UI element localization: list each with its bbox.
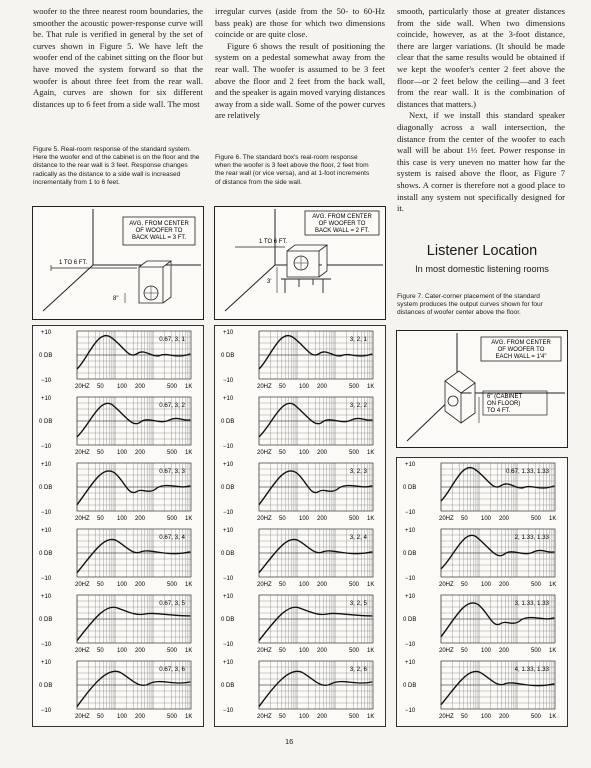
column-2-text [215,6,385,122]
column-1-text [33,6,203,110]
y-axis-bottom-label: −10 [223,444,234,450]
x-axis-tick-label: 100 [481,516,492,522]
x-axis-tick-label: 200 [135,714,146,720]
graph-stack [215,326,385,722]
y-axis-bottom-label: −10 [41,642,52,648]
response-graph [397,656,567,722]
x-axis-tick-label: 100 [299,450,310,456]
diagram-label: AVG. FROM CENTER [491,340,551,346]
graph-label: 0.67, 3, 6 [159,666,185,673]
diagram-label: AVG. FROM CENTER [312,214,372,220]
x-axis-tick-label: 500 [167,450,178,456]
response-curve [77,607,190,640]
y-axis-mid-label: 0 DB [403,551,417,557]
x-axis-tick-label: 100 [299,582,310,588]
x-axis-tick-label: 500 [531,516,542,522]
graph-label: 3, 2, 2 [349,402,367,409]
x-axis-tick-label: 20HZ [257,450,272,456]
graph-label: 0.67, 3, 4 [159,534,185,541]
x-axis-tick-label: 1K [367,714,375,720]
graph-label: 3, 2, 4 [349,534,367,541]
x-axis-tick-label: 500 [349,516,360,522]
figure-7-caption: Figure 7. Cater-corner placement of the standard system produces the output curves shown for four distances of woofer center above the floor. [397,293,543,317]
y-axis-top-label: +10 [405,528,416,534]
y-axis-top-label: +10 [223,528,234,534]
x-axis-tick-label: 1K [549,648,557,654]
y-axis-bottom-label: −10 [223,708,234,714]
x-axis-tick-label: 500 [167,582,178,588]
graph-label: 0.67, 1.33, 1.33 [505,468,549,475]
response-curve [259,539,372,572]
x-axis-tick-label: 20HZ [439,516,454,522]
x-axis-tick-label: 100 [299,516,310,522]
x-axis-tick-label: 100 [299,648,310,654]
graph-label: 0.67, 3, 2 [159,402,185,409]
y-axis-top-label: +10 [41,594,52,600]
response-curve [441,671,554,704]
x-axis-tick-label: 100 [299,714,310,720]
x-axis-tick-label: 200 [317,714,328,720]
y-axis-top-label: +10 [405,594,416,600]
diagram-label: BACK WALL = 3 FT. [131,235,187,241]
x-axis-tick-label: 200 [317,582,328,588]
graph-label: 4, 1.33, 1.33 [514,666,549,673]
body-paragraph: woofer to the three nearest room boundaries, the smoother the acoustic power-response curve will be. That rule is verified in general by the set of curves shown in Figure 5. We have left the woofer end of the cabinet sitting on the floor but have moved the system forward so that the woofer is about three feet from the rear wall. Again, curves are shown for six different distances up to 6 feet from a side wall. The most [33,6,203,109]
x-axis-tick-label: 50 [461,582,468,588]
x-axis-tick-label: 100 [117,582,128,588]
y-axis-bottom-label: −10 [223,642,234,648]
x-axis-tick-label: 1K [367,648,375,654]
y-axis-mid-label: 0 DB [39,551,53,557]
x-axis-tick-label: 20HZ [439,648,454,654]
x-axis-tick-label: 100 [117,450,128,456]
y-axis-mid-label: 0 DB [39,419,53,425]
y-axis-bottom-label: −10 [223,378,234,384]
x-axis-tick-label: 200 [317,450,328,456]
x-axis-tick-label: 500 [167,384,178,390]
x-axis-tick-label: 1K [549,582,557,588]
graph-label: 3, 2, 3 [349,468,367,475]
response-curve [77,471,190,505]
y-axis-mid-label: 0 DB [221,485,235,491]
x-axis-tick-label: 200 [135,516,146,522]
x-axis-tick-label: 1K [367,516,375,522]
x-axis-tick-label: 50 [279,384,286,390]
graph-label: 3, 1.33, 1.33 [514,600,549,607]
y-axis-mid-label: 0 DB [403,485,417,491]
response-graph [215,326,385,392]
column-3-text [397,6,565,215]
x-axis-tick-label: 20HZ [75,516,90,522]
x-axis-tick-label: 100 [481,714,492,720]
figure-5-graphs [32,325,204,727]
y-axis-mid-label: 0 DB [221,419,235,425]
x-axis-tick-label: 1K [367,384,375,390]
response-graph [215,524,385,590]
diagram-note: TO 4 FT. [487,408,511,414]
y-axis-top-label: +10 [223,660,234,666]
x-axis-tick-label: 20HZ [75,648,90,654]
x-axis-tick-label: 200 [135,450,146,456]
y-axis-top-label: +10 [223,594,234,600]
x-axis-tick-label: 200 [135,384,146,390]
x-axis-tick-label: 50 [279,714,286,720]
x-axis-tick-label: 500 [349,384,360,390]
diagram-label: OF WOOFER TO [318,221,366,227]
response-curve [77,671,190,706]
y-axis-mid-label: 0 DB [221,683,235,689]
diagram-label: BACK WALL = 2 FT. [314,228,370,234]
x-axis-tick-label: 500 [531,582,542,588]
height-label: 8" [113,296,119,302]
y-axis-mid-label: 0 DB [39,353,53,359]
graph-label: 0.67, 3, 1 [159,336,185,343]
response-graph [215,392,385,458]
y-axis-top-label: +10 [223,330,234,336]
response-graph [33,392,203,458]
graph-label: 0.67, 3, 3 [159,468,185,475]
x-axis-tick-label: 200 [317,384,328,390]
x-axis-tick-label: 200 [317,516,328,522]
section-subhead: In most domestic listening rooms [415,264,549,274]
response-graph [215,656,385,722]
graph-label: 0.67, 3, 5 [159,600,185,607]
x-axis-tick-label: 100 [481,582,492,588]
graph-label: 3, 2, 6 [349,666,367,673]
x-axis-tick-label: 500 [167,516,178,522]
y-axis-bottom-label: −10 [405,642,416,648]
height-label: 3' [267,279,272,285]
y-axis-bottom-label: −10 [41,378,52,384]
response-graph [397,524,567,590]
x-axis-tick-label: 1K [367,450,375,456]
y-axis-mid-label: 0 DB [221,551,235,557]
distance-label: 1 TO 6 FT. [259,239,288,245]
response-curve [259,471,372,505]
y-axis-mid-label: 0 DB [39,617,53,623]
y-axis-bottom-label: −10 [41,576,52,582]
response-curve [441,603,554,637]
x-axis-tick-label: 100 [117,648,128,654]
y-axis-top-label: +10 [405,660,416,666]
graph-label: 3, 2, 1 [349,336,367,343]
y-axis-bottom-label: −10 [405,510,416,516]
figure-5-caption: Figure 5. Real-room response of the standard system. Here the woofer end of the cabinet is on the floor and the distance to the rear wall is 3 feet. Response changes radically as the distance to a side wall is increased incrementally from 1 to 6 feet. [33,146,200,186]
y-axis-bottom-label: −10 [41,510,52,516]
y-axis-top-label: +10 [41,330,52,336]
y-axis-mid-label: 0 DB [403,683,417,689]
x-axis-tick-label: 50 [279,582,286,588]
diagram-note: 6" (CABINET [487,394,523,400]
x-axis-tick-label: 50 [279,450,286,456]
x-axis-tick-label: 50 [97,516,104,522]
response-graph [33,656,203,722]
figure-7-graphs [396,457,568,727]
x-axis-tick-label: 50 [279,516,286,522]
y-axis-bottom-label: −10 [405,576,416,582]
x-axis-tick-label: 20HZ [439,582,454,588]
y-axis-top-label: +10 [223,462,234,468]
x-axis-tick-label: 50 [461,714,468,720]
graph-stack [397,458,567,722]
x-axis-tick-label: 100 [299,384,310,390]
x-axis-tick-label: 1K [185,714,193,720]
x-axis-tick-label: 1K [185,582,193,588]
y-axis-mid-label: 0 DB [221,353,235,359]
response-curve [259,607,372,640]
x-axis-tick-label: 50 [97,582,104,588]
graph-label: 3, 2, 5 [349,600,367,607]
x-axis-tick-label: 1K [549,516,557,522]
y-axis-top-label: +10 [41,462,52,468]
y-axis-bottom-label: −10 [223,576,234,582]
x-axis-tick-label: 1K [549,714,557,720]
x-axis-tick-label: 20HZ [439,714,454,720]
x-axis-tick-label: 50 [461,648,468,654]
diagram-label: OF WOOFER TO [497,347,545,353]
x-axis-tick-label: 50 [97,450,104,456]
response-graph [215,590,385,656]
y-axis-mid-label: 0 DB [403,617,417,623]
x-axis-tick-label: 500 [167,714,178,720]
x-axis-tick-label: 20HZ [75,384,90,390]
response-graph [215,458,385,524]
x-axis-tick-label: 500 [531,648,542,654]
x-axis-tick-label: 200 [135,582,146,588]
y-axis-top-label: +10 [41,660,52,666]
y-axis-top-label: +10 [41,528,52,534]
x-axis-tick-label: 50 [97,384,104,390]
x-axis-tick-label: 200 [499,648,510,654]
x-axis-tick-label: 500 [349,648,360,654]
response-graph [397,458,567,524]
room-drawing [397,331,567,447]
response-graph [33,524,203,590]
x-axis-tick-label: 50 [461,516,468,522]
y-axis-mid-label: 0 DB [39,485,53,491]
x-axis-tick-label: 100 [481,648,492,654]
diagram-note: ON FLOOR) [487,401,521,407]
graph-stack [33,326,203,722]
y-axis-bottom-label: −10 [41,444,52,450]
x-axis-tick-label: 20HZ [257,648,272,654]
figure-7-diagram [396,330,568,448]
y-axis-mid-label: 0 DB [39,683,53,689]
x-axis-tick-label: 500 [349,582,360,588]
distance-label: 1 TO 6 FT. [59,260,88,266]
x-axis-tick-label: 20HZ [75,450,90,456]
x-axis-tick-label: 200 [499,516,510,522]
diagram-label: AVG. FROM CENTER [129,221,189,227]
x-axis-tick-label: 50 [97,648,104,654]
figure-6-graphs [214,325,386,727]
response-curve [259,671,372,706]
page-number: 16 [285,737,294,746]
figure-5-diagram [32,206,204,320]
figure-6-caption: Figure 6. The standard box's real-room response when the woofer is 3 feet above the floor, 2 feet from the rear wall (or vice versa), and at 1-foot increments of distance from the side wall. [215,154,370,186]
graph-label: 2, 1.33, 1.33 [514,534,549,541]
x-axis-tick-label: 500 [531,714,542,720]
y-axis-top-label: +10 [41,396,52,402]
section-heading: Listener Location [426,243,538,259]
x-axis-tick-label: 200 [499,582,510,588]
response-graph [33,458,203,524]
x-axis-tick-label: 20HZ [257,582,272,588]
x-axis-tick-label: 20HZ [75,582,90,588]
y-axis-bottom-label: −10 [405,708,416,714]
x-axis-tick-label: 1K [185,516,193,522]
body-paragraph: irregular curves (aside from the 50- to 60-Hz bass peak) are those for which two dimensions coincide or are quite close. [215,6,385,40]
response-graph [33,326,203,392]
x-axis-tick-label: 20HZ [257,714,272,720]
x-axis-tick-label: 100 [117,714,128,720]
x-axis-tick-label: 1K [185,648,193,654]
x-axis-tick-label: 1K [367,582,375,588]
x-axis-tick-label: 1K [185,384,193,390]
response-curve [77,539,190,572]
x-axis-tick-label: 200 [317,648,328,654]
response-graph [397,590,567,656]
x-axis-tick-label: 200 [135,648,146,654]
body-paragraph: smooth, particularly those at greater distances from the side wall. When two dimensions coincide, however, as at the 3-foot distance, there are larger variations. (It should be made clear that the same results would be obtained if we kept the woofer's center 2 feet above the floor—or 2 feet below the ceiling—and 3 feet from the rear wall. It is the combination of distances that matters.) [397,6,565,109]
x-axis-tick-label: 1K [185,450,193,456]
x-axis-tick-label: 500 [349,450,360,456]
y-axis-top-label: +10 [405,462,416,468]
body-paragraph: Next, if we install this standard speaker diagonally across a wall intersection, the distance from the center of the woofer to each wall will be about 1⅓ feet. Power response in this case is very uneven no matter how far the system is raised above the floor, as Figure 7 shows. A corner is therefore not a good place to install any system not specifically designed for it. [397,110,565,214]
x-axis-tick-label: 500 [167,648,178,654]
x-axis-tick-label: 500 [349,714,360,720]
x-axis-tick-label: 20HZ [257,516,272,522]
body-paragraph: Figure 6 shows the result of positioning the system on a pedestal somewhat away from the rear wall. The woofer is assumed to be 3 feet above the floor and 2 feet from the back wall, and the speaker is again moved varying distances away from a side wall. Some of the power curves are relatively [215,40,385,121]
figure-6-diagram [214,206,386,320]
response-graph [33,590,203,656]
y-axis-bottom-label: −10 [41,708,52,714]
x-axis-tick-label: 200 [499,714,510,720]
x-axis-tick-label: 100 [117,516,128,522]
y-axis-mid-label: 0 DB [221,617,235,623]
x-axis-tick-label: 20HZ [75,714,90,720]
x-axis-tick-label: 50 [279,648,286,654]
room-drawing [33,207,203,319]
x-axis-tick-label: 100 [117,384,128,390]
room-drawing [215,207,385,319]
y-axis-top-label: +10 [223,396,234,402]
x-axis-tick-label: 50 [97,714,104,720]
y-axis-bottom-label: −10 [223,510,234,516]
diagram-label: OF WOOFER TO [135,228,183,234]
diagram-label: EACH WALL = 1'4" [495,354,547,360]
x-axis-tick-label: 20HZ [257,384,272,390]
